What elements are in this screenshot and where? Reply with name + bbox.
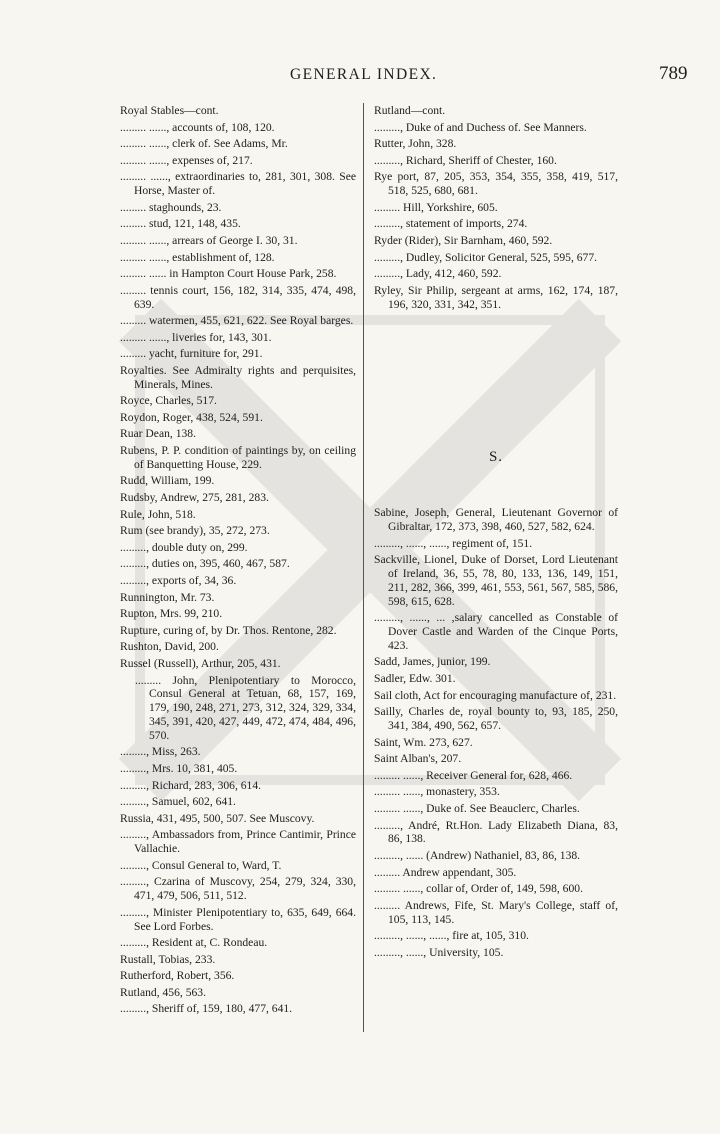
index-entry: ......... stud, 121, 148, 435. [120, 217, 241, 231]
index-entry: ......... ......, Receiver General for, 628, 466. [374, 768, 573, 782]
index-entry: Sackville, Lionel, Duke of Dorset, Lord Lieutenant of Ireland, 36, 55, 78, 80, 133, 136, 149, 151, 211, 282, 366, 399, 461, 553, 561, 567, 585, 586, 598, 615, 628. [374, 553, 618, 608]
right-column [374, 104, 618, 962]
index-entry: Rutter, John, 328. [374, 137, 457, 151]
index-entry: Russel (Russell), Arthur, 205, 431. [120, 657, 281, 670]
index-entry: ......... Andrew appendant, 305. [374, 865, 517, 879]
index-entry: Ryder (Rider), Sir Barnham, 460, 592. [374, 233, 553, 247]
index-entry: ......... Andrews, Fife, St. Mary's College, staff of, 105, 113, 145. [374, 898, 618, 926]
index-entry: ......... ......, arrears of George I. 30, 31. [120, 233, 298, 247]
index-entry: ........., Sheriff of, 159, 180, 477, 641. [120, 1002, 293, 1016]
index-entry: Royalties. See Admiralty rights and perquisites, Minerals, Mines. [120, 363, 356, 391]
index-entry: Runnington, Mr. 73. [120, 590, 215, 604]
index-entry: Sadler, Edw. 301. [374, 672, 456, 686]
index-entry: Sadd, James, junior, 199. [374, 655, 491, 669]
index-entry: ........., Dudley, Solicitor General, 525, 595, 677. [374, 250, 598, 264]
index-entry: ........., duties on, 395, 460, 467, 587. [120, 557, 290, 571]
index-entry: ........., Consul General to, Ward, T. [120, 858, 282, 872]
index-entry: Royal Stables—cont. [120, 104, 219, 117]
index-entry: Rustall, Tobias, 233. [120, 952, 216, 966]
index-entry: ......... ......, monastery, 353. [374, 785, 500, 799]
index-entry: ......... watermen, 455, 621, 622. See Royal barges. [120, 314, 354, 328]
index-entry: ......... ......, collar of, Order of, 149, 598, 600. [374, 882, 583, 896]
index-entry: ........., Resident at, C. Rondeau. [120, 936, 268, 950]
index-entry: ........., André, Rt.Hon. Lady Elizabeth Diana, 83, 86, 138. [374, 818, 618, 846]
index-entry: Ruar Dean, 138. [120, 427, 196, 441]
index-entry: ........., Samuel, 602, 641. [120, 795, 236, 809]
index-entry: ......... John, Plenipotentiary to Morocco, Consul General at Tetuan, 68, 157, 169, 179, 190, 248, 271, 273, 312, 324, 329, 334, 345, 391, 420, 427, 449, 472, 474, 484, 496, 570. [135, 673, 356, 742]
index-entry: ......... staghounds, 23. [120, 200, 222, 214]
index-entry: ........., ......, University, 105. [374, 945, 504, 959]
index-entry: ......... ......, accounts of, 108, 120. [120, 120, 275, 134]
index-entry: Rye port, 87, 205, 353, 354, 355, 358, 419, 517, 518, 525, 680, 681. [374, 170, 618, 198]
index-entry: Rutherford, Robert, 356. [120, 969, 235, 983]
index-entry: Rudsby, Andrew, 275, 281, 283. [120, 491, 269, 505]
index-entry: Rutland—cont. [374, 104, 446, 117]
right-column-r-entries [374, 104, 618, 311]
index-entry: Roydon, Roger, 438, 524, 591. [120, 410, 263, 424]
index-entry: Saint Alban's, 207. [374, 752, 462, 766]
index-entry: ........., Mrs. 10, 381, 405. [120, 761, 238, 775]
index-entry: Rule, John, 518. [120, 507, 196, 521]
left-column [120, 104, 356, 1019]
page-number: 789 [659, 63, 688, 84]
index-entry: ......... ......, establishment of, 128. [120, 250, 275, 264]
index-entry: ......... Hill, Yorkshire, 605. [374, 200, 498, 214]
index-entry: ........., statement of imports, 274. [374, 217, 528, 231]
index-entry: Rupture, curing of, by Dr. Thos. Rentone, 282. [120, 623, 337, 637]
index-entry: ......... tennis court, 156, 182, 314, 335, 474, 498, 639. [120, 283, 356, 311]
index-entry: ......... ......, clerk of. See Adams, Mr. [120, 137, 288, 151]
index-entry: Rutland, 456, 563. [120, 985, 206, 999]
index-entry: ......... ......, Duke of. See Beauclerc, Charles. [374, 802, 580, 816]
index-entry: ........., Lady, 412, 460, 592. [374, 267, 502, 281]
index-entry: ........., Richard, Sheriff of Chester, 160. [374, 153, 557, 167]
index-entry: ........., ......, ... ,salary cancelled as Constable of Dover Castle and Warden of the Cinque Ports, 423. [374, 611, 618, 652]
index-entry: Ryley, Sir Philip, sergeant at arms, 162, 174, 187, 196, 320, 331, 342, 351. [374, 283, 618, 311]
index-entry: ......... ......, liveries for, 143, 301. [120, 330, 272, 344]
index-entry: ........., exports of, 34, 36. [120, 574, 237, 588]
index-entry: ........., Richard, 283, 306, 614. [120, 778, 262, 792]
index-entry: ........., Miss, 263. [120, 745, 201, 759]
index-entry: ........., Czarina of Muscovy, 254, 279, 324, 330, 471, 479, 506, 511, 512. [120, 875, 356, 903]
index-entry: ........., double duty on, 299. [120, 540, 248, 554]
index-entry: Rupton, Mrs. 99, 210. [120, 607, 223, 621]
index-entry: Russia, 431, 495, 500, 507. See Muscovy. [120, 811, 315, 825]
index-entry: ........., ......, ......, fire at, 105, 310. [374, 929, 529, 943]
index-entry: ......... ......, extraordinaries to, 281, 301, 308. See Horse, Master of. [120, 170, 356, 198]
index-entry: Sabine, Joseph, General, Lieutenant Governor of Gibraltar, 172, 373, 398, 460, 527, 582, 624. [374, 506, 618, 534]
index-entry: Rushton, David, 200. [120, 640, 219, 654]
index-entry: ........., ......, ......, regiment of, 151. [374, 536, 533, 550]
index-entry: ......... yacht, furniture for, 291. [120, 347, 263, 361]
index-entry: Rubens, P. P. condition of paintings by, on ceiling of Banquetting House, 229. [120, 444, 356, 471]
index-entry: Saint, Wm. 273, 627. [374, 735, 473, 749]
index-entry: ........., Minister Plenipotentiary to, 635, 649, 664. See Lord Forbes. [120, 905, 356, 933]
column-divider [363, 103, 364, 1032]
index-entry: ......... ...... in Hampton Court House Park, 258. [120, 267, 337, 281]
running-head: GENERAL INDEX. [290, 66, 438, 83]
section-letter: S. [488, 449, 504, 466]
right-column-s-entries [374, 506, 618, 959]
index-entry: Royce, Charles, 517. [120, 394, 217, 408]
index-entry: ........., Ambassadors from, Prince Cantimir, Prince Vallachie. [120, 828, 356, 856]
index-entry: ........., ...... (Andrew) Nathaniel, 83, 86, 138. [374, 849, 581, 863]
index-entry: Sailly, Charles de, royal bounty to, 93, 185, 250, 341, 384, 490, 562, 657. [374, 705, 618, 733]
index-entry: Rum (see brandy), 35, 272, 273. [120, 524, 270, 538]
index-entry: Sail cloth, Act for encouraging manufacture of, 231. [374, 688, 617, 702]
index-entry: ......... ......, expenses of, 217. [120, 153, 253, 167]
index-entry: ........., Duke of and Duchess of. See Manners. [374, 120, 587, 134]
index-entry: Rudd, William, 199. [120, 474, 215, 488]
